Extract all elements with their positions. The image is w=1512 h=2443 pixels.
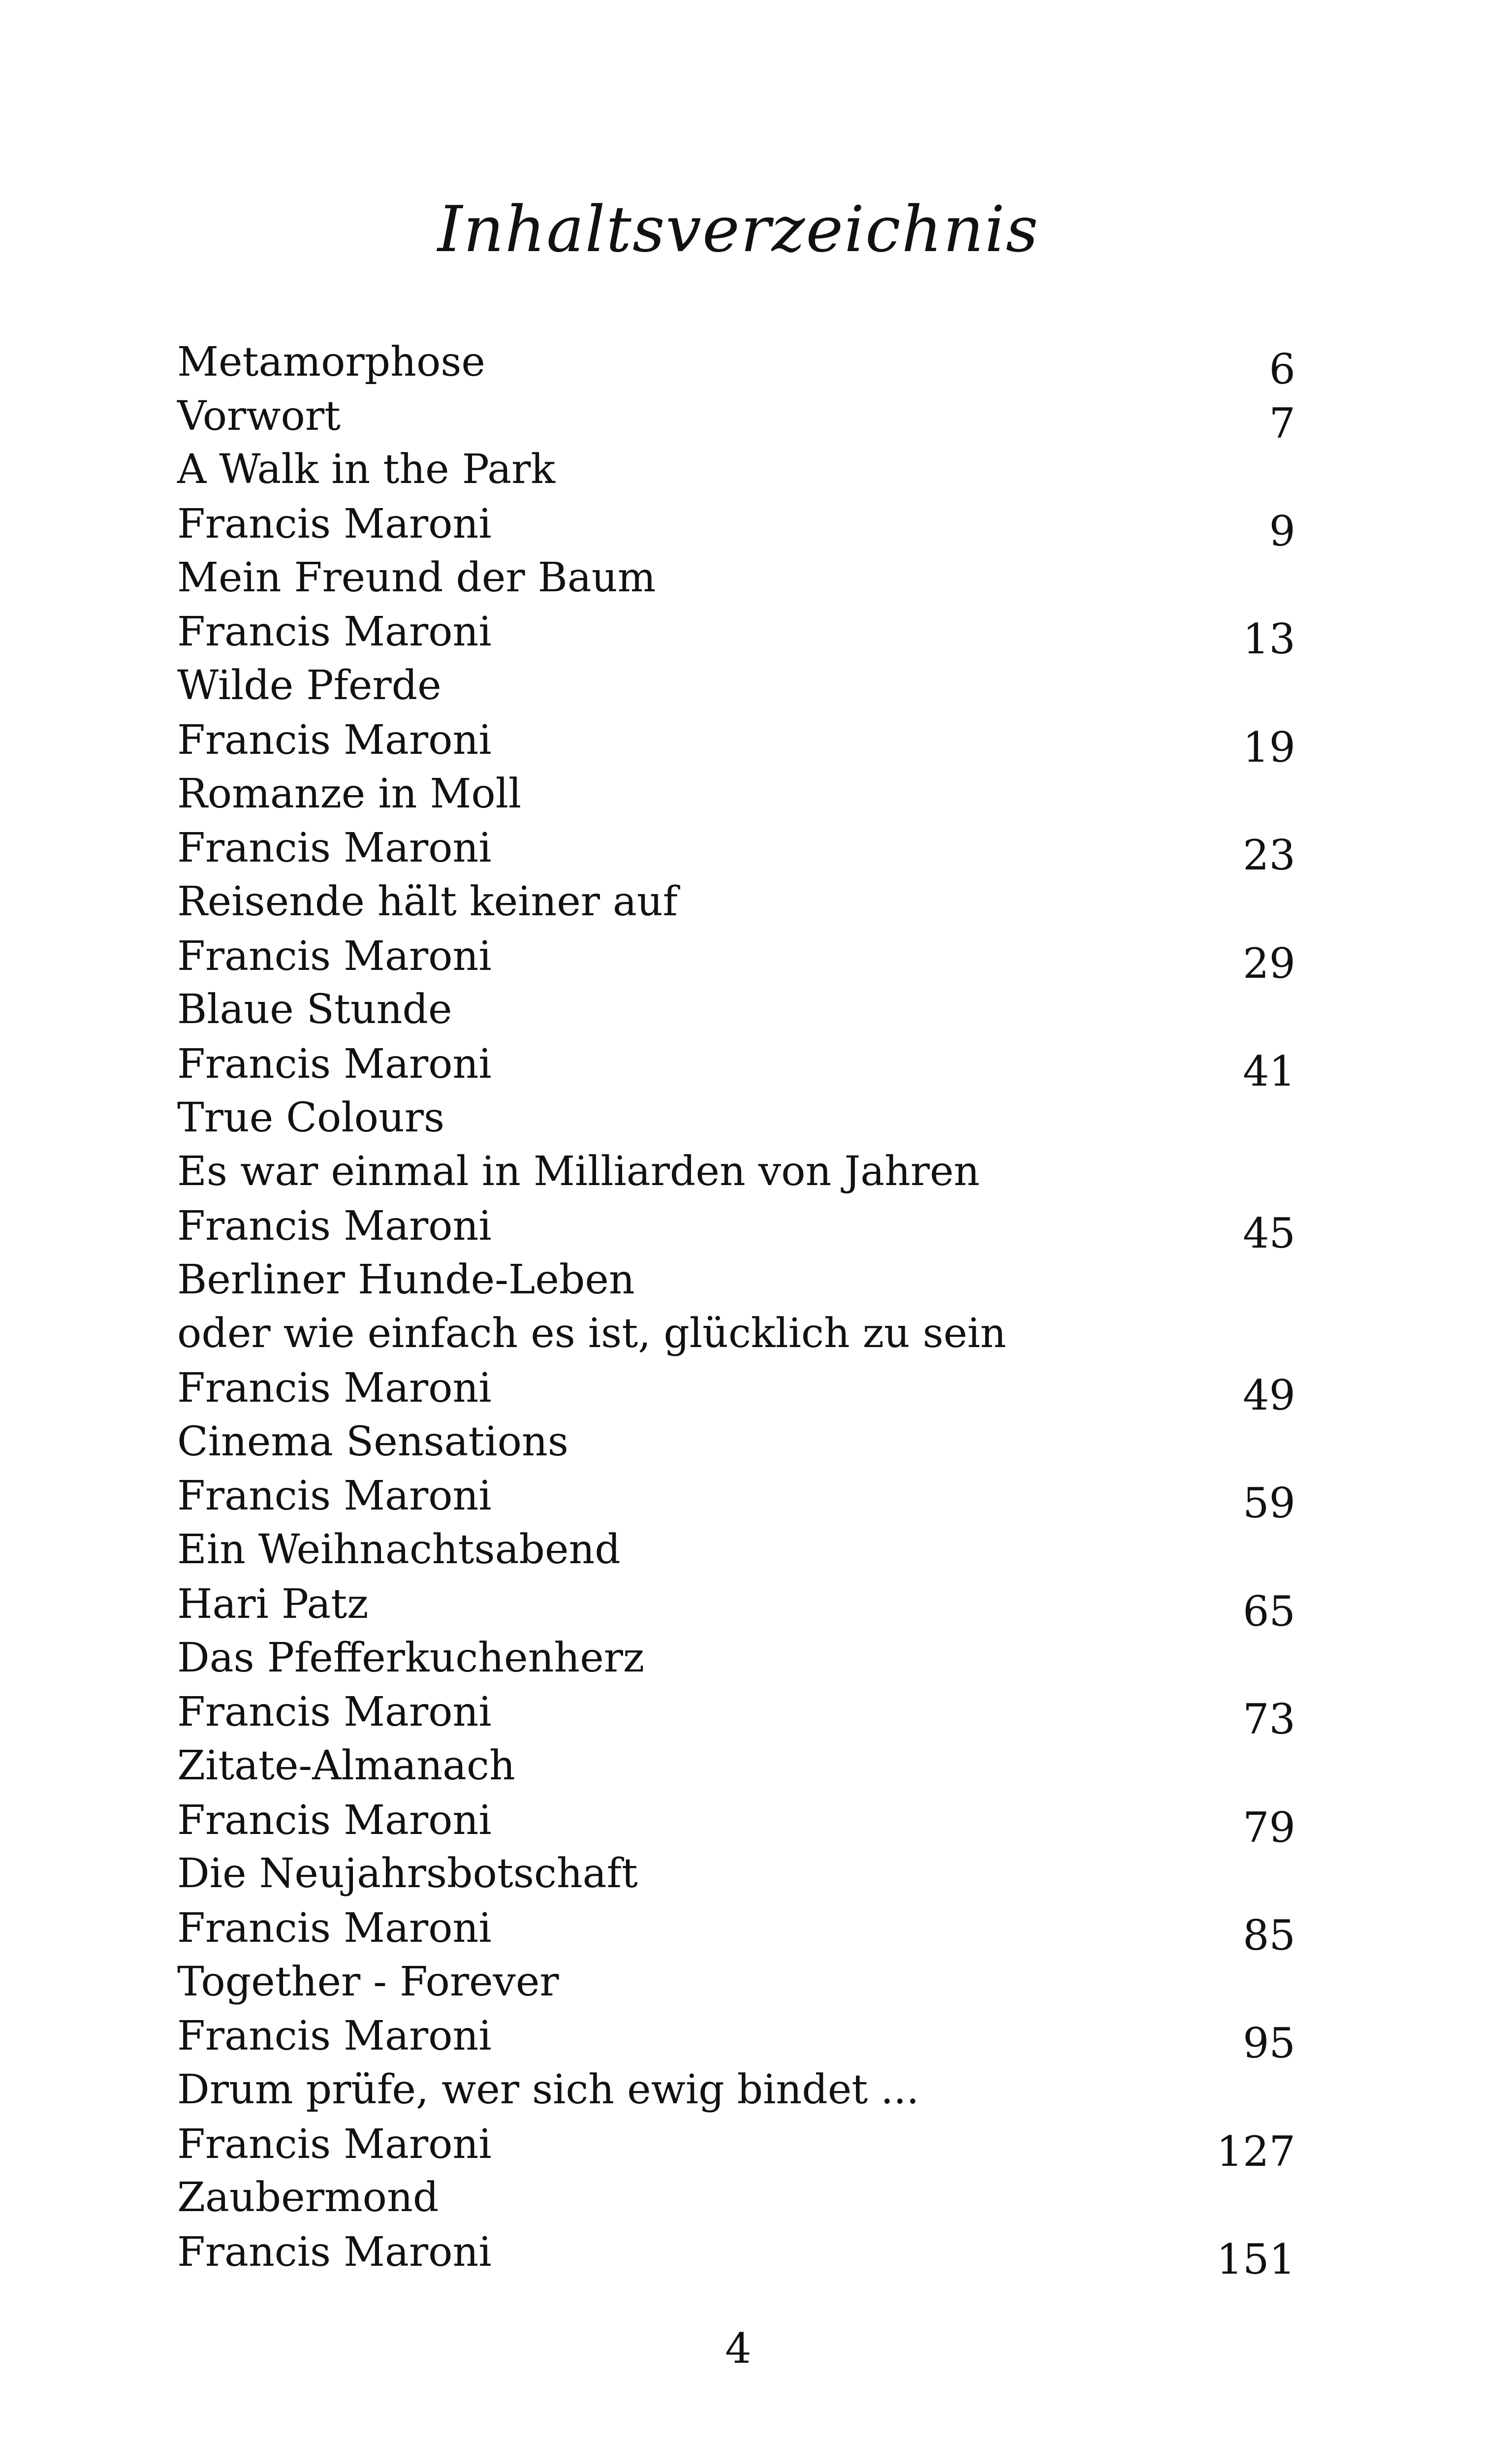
toc-entry-page: 85 bbox=[1243, 1911, 1295, 1960]
toc-entry-text: Romanze in Moll bbox=[177, 770, 522, 817]
toc-entry-page: 7 bbox=[1269, 399, 1295, 448]
toc-entry-text: Es war einmal in Milliarden von Jahren bbox=[177, 1148, 980, 1195]
toc-entry-text: Cinema Sensations bbox=[177, 1418, 568, 1465]
toc-entry bbox=[177, 1361, 1295, 1420]
toc-entry-text: Vorwort bbox=[177, 392, 341, 440]
toc-entry bbox=[177, 1037, 1295, 1095]
toc-entry-page: 6 bbox=[1269, 345, 1295, 393]
table-of-contents bbox=[177, 335, 1295, 2284]
toc-entry-text: Francis Maroni bbox=[177, 1040, 492, 1088]
toc-entry-page: 41 bbox=[1243, 1047, 1295, 1095]
toc-entry-page: 13 bbox=[1243, 615, 1295, 664]
toc-entry-text: Francis Maroni bbox=[177, 1904, 492, 1952]
toc-entry bbox=[177, 443, 1295, 497]
toc-entry-text: Francis Maroni bbox=[177, 609, 492, 656]
toc-entry bbox=[177, 2225, 1295, 2284]
toc-entry bbox=[177, 983, 1295, 1037]
toc-entry-page: 23 bbox=[1243, 831, 1295, 880]
toc-entry-text: Reisende hält keiner auf bbox=[177, 878, 678, 925]
toc-entry-text: Francis Maroni bbox=[177, 1203, 492, 1250]
toc-entry-text: Francis Maroni bbox=[177, 501, 492, 548]
toc-entry-text: Francis Maroni bbox=[177, 1797, 492, 1844]
toc-entry bbox=[177, 1253, 1295, 1307]
toc-entry-page: 49 bbox=[1243, 1371, 1295, 1420]
toc-entry-text: Mein Freund der Baum bbox=[177, 554, 656, 601]
toc-entry-text: Zitate-Almanach bbox=[177, 1742, 515, 1789]
toc-entry bbox=[177, 497, 1295, 556]
toc-entry-page: 95 bbox=[1243, 2019, 1295, 2068]
toc-entry bbox=[177, 1307, 1295, 1361]
toc-entry bbox=[177, 2117, 1295, 2176]
toc-entry-page: 19 bbox=[1243, 723, 1295, 771]
toc-entry bbox=[177, 335, 1295, 393]
toc-entry bbox=[177, 1145, 1295, 1199]
page-number: 4 bbox=[725, 2324, 752, 2373]
toc-entry-text: Francis Maroni bbox=[177, 2013, 492, 2060]
page-title: Inhaltsverzeichnis bbox=[437, 193, 1040, 266]
toc-entry-page: 79 bbox=[1243, 1803, 1295, 1852]
toc-entry bbox=[177, 1523, 1295, 1577]
toc-entry bbox=[177, 389, 1295, 448]
toc-entry bbox=[177, 1091, 1295, 1145]
toc-entry-text: oder wie einfach es ist, glücklich zu sein bbox=[177, 1310, 1007, 1357]
toc-entry-page: 127 bbox=[1216, 2127, 1295, 2176]
toc-entry-page: 29 bbox=[1243, 939, 1295, 988]
toc-entry bbox=[177, 2171, 1295, 2225]
toc-entry-page: 151 bbox=[1216, 2235, 1295, 2284]
toc-entry-text: Francis Maroni bbox=[177, 825, 492, 872]
toc-entry-page: 59 bbox=[1243, 1479, 1295, 1528]
toc-entry-text: Francis Maroni bbox=[177, 1365, 492, 1412]
toc-entry bbox=[177, 551, 1295, 605]
toc-entry bbox=[177, 605, 1295, 664]
toc-entry bbox=[177, 1199, 1295, 1257]
toc-entry-text: Together - Forever bbox=[177, 1958, 559, 2005]
toc-entry-text: A Walk in the Park bbox=[177, 446, 556, 493]
toc-entry-text: Drum prüfe, wer sich ewig bindet ... bbox=[177, 2066, 919, 2113]
toc-entry bbox=[177, 1739, 1295, 1793]
toc-entry bbox=[177, 875, 1295, 929]
toc-entry-page: 73 bbox=[1243, 1695, 1295, 1744]
toc-entry bbox=[177, 1685, 1295, 1744]
toc-entry-text: Hari Patz bbox=[177, 1580, 369, 1628]
toc-entry bbox=[177, 2063, 1295, 2117]
toc-entry-text: Francis Maroni bbox=[177, 2229, 492, 2276]
toc-entry-page: 9 bbox=[1269, 507, 1295, 556]
toc-entry-text: Das Pfefferkuchenherz bbox=[177, 1634, 645, 1681]
toc-entry-text: Blaue Stunde bbox=[177, 986, 452, 1033]
toc-entry bbox=[177, 1415, 1295, 1469]
toc-entry-text: Francis Maroni bbox=[177, 1473, 492, 1520]
toc-entry bbox=[177, 1577, 1295, 1636]
toc-entry bbox=[177, 767, 1295, 821]
toc-entry-text: True Colours bbox=[177, 1094, 445, 1141]
toc-entry bbox=[177, 713, 1295, 771]
toc-entry-text: Francis Maroni bbox=[177, 2121, 492, 2168]
toc-entry bbox=[177, 929, 1295, 988]
toc-entry bbox=[177, 1793, 1295, 1852]
toc-entry bbox=[177, 1631, 1295, 1685]
toc-entry-text: Francis Maroni bbox=[177, 1689, 492, 1736]
toc-entry bbox=[177, 1847, 1295, 1901]
toc-entry bbox=[177, 1901, 1295, 1960]
toc-entry-text: Ein Weihnachtsabend bbox=[177, 1526, 621, 1574]
toc-entry-page: 65 bbox=[1243, 1587, 1295, 1636]
toc-entry bbox=[177, 1469, 1295, 1528]
toc-entry-text: Die Neujahrsbotschaft bbox=[177, 1850, 638, 1897]
toc-entry bbox=[177, 2009, 1295, 2068]
toc-entry-text: Francis Maroni bbox=[177, 932, 492, 980]
toc-entry-text: Francis Maroni bbox=[177, 716, 492, 764]
toc-entry-text: Metamorphose bbox=[177, 339, 485, 386]
toc-entry-page: 45 bbox=[1243, 1209, 1295, 1257]
toc-entry-text: Wilde Pferde bbox=[177, 662, 441, 709]
toc-entry bbox=[177, 821, 1295, 880]
toc-entry-text: Berliner Hunde-Leben bbox=[177, 1256, 635, 1303]
toc-entry-text: Zaubermond bbox=[177, 2174, 439, 2221]
toc-entry bbox=[177, 1955, 1295, 2009]
toc-entry bbox=[177, 659, 1295, 713]
